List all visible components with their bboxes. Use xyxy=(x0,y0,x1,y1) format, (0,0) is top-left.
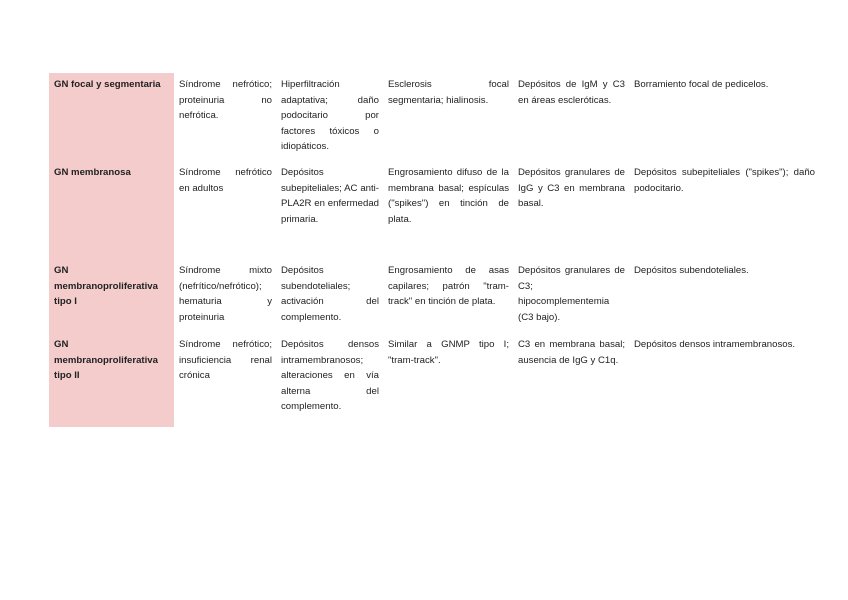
table-cell: Engrosamiento de asas capilares; patrón "tram-track" en tinción de plata. xyxy=(388,265,509,308)
table-cell: Síndrome nefrótico; insuficiencia renal crónica xyxy=(179,339,272,382)
table-cell: Síndrome mixto (nefrítico/nefrótico); hematuria y proteinuria xyxy=(179,265,272,323)
row-header-cell: GN membranoproliferativa tipo I xyxy=(49,259,174,333)
table-cell: Depósitos subendoteliales. xyxy=(634,265,749,276)
table-cell: Depósitos densos intramembranosos. xyxy=(634,339,796,350)
table-cell: Síndrome nefrótico en adultos xyxy=(179,167,272,194)
table-cell: Depósitos de IgM y C3 en áreas escleróticas. xyxy=(518,79,625,106)
table-cell: C3 en membrana basal; ausencia de IgG y C1q. xyxy=(518,339,625,366)
table-row xyxy=(49,73,819,161)
table-cell: Similar a GNMP tipo I; "tram-track". xyxy=(388,339,509,366)
table-cell: Depósitos subepiteliales; AC anti-PLA2R en enfermedad primaria. xyxy=(281,167,379,225)
table-row xyxy=(49,259,819,333)
table-row xyxy=(49,333,819,427)
row-header-cell: GN membranoproliferativa tipo II xyxy=(49,333,174,427)
table-cell: Engrosamiento difuso de la membrana basal; espículas ("spikes") en tinción de plata. xyxy=(388,167,509,225)
table-row xyxy=(49,161,819,259)
table-cell: Síndrome nefrótico; proteinuria no nefrótica. xyxy=(179,79,272,122)
table-cell: Depósitos subendoteliales; activación del complemento. xyxy=(281,265,379,323)
row-header-cell: GN membranosa xyxy=(49,161,174,259)
table-cell: Hiperfiltración adaptativa; daño podocitario por factores tóxicos o idiopáticos. xyxy=(281,79,379,153)
table-cell: Depósitos granulares de C3; hipocomplementemia (C3 bajo). xyxy=(518,265,625,323)
table-cell: Depósitos granulares de IgG y C3 en membrana basal. xyxy=(518,167,625,210)
table-cell: Depósitos densos intramembranosos; alteraciones en vía alterna del complemento. xyxy=(281,339,379,413)
row-header-cell: GN focal y segmentaria xyxy=(49,73,174,161)
table-cell: Borramiento focal de pedicelos. xyxy=(634,79,769,90)
glomerulonephritis-table xyxy=(49,73,819,427)
table-cell: Esclerosis focal segmentaria; hialinosis. xyxy=(388,79,509,106)
table-cell: Depósitos subepiteliales ("spikes"); daño podocitario. xyxy=(634,167,815,194)
